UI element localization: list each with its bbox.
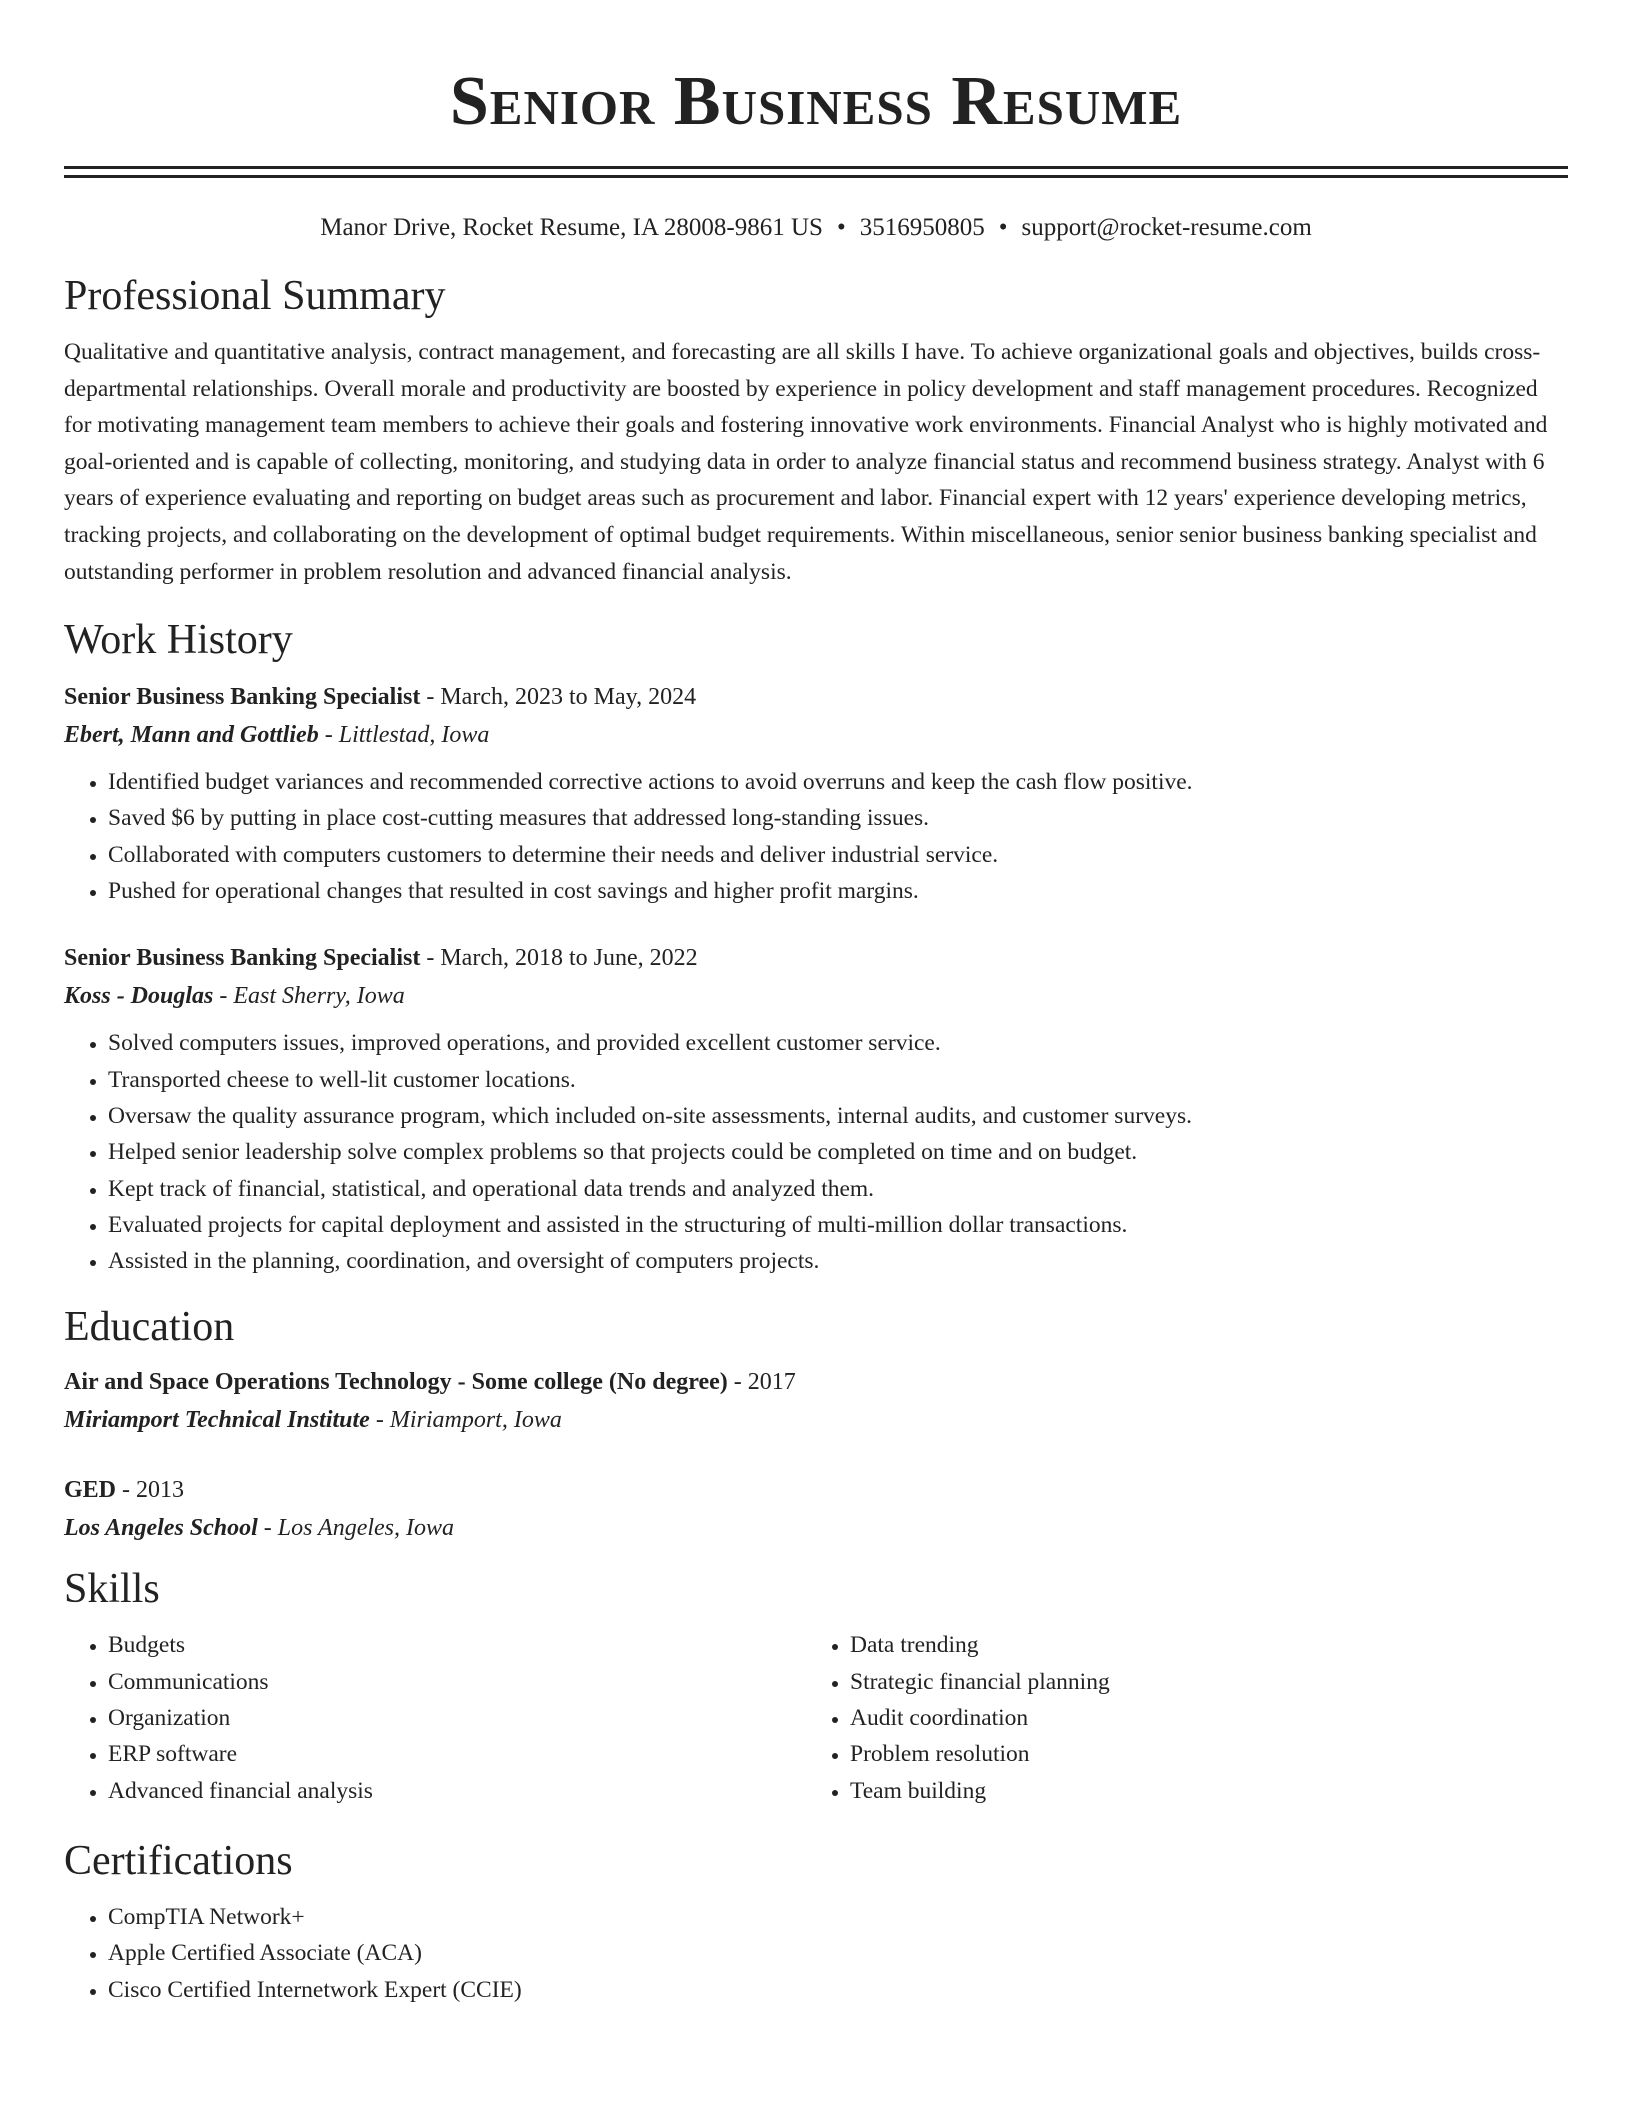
education-location: Los Angeles, Iowa — [277, 1515, 455, 1542]
job-title: Senior Business Banking Specialist — [64, 684, 421, 711]
list-item: • Pushed for operational changes that resulted in cost savings and higher profit margins. — [108, 873, 1568, 909]
certifications-section — [64, 1835, 1568, 2008]
list-item: • Helped senior leadership solve complex problems so that projects could be completed on time and on budget. — [108, 1134, 1568, 1170]
job-title-line: Senior Business Banking Specialist - March, 2018 to June, 2022 — [64, 945, 698, 972]
certifications-heading: Certifications — [64, 1837, 293, 1884]
education-section — [64, 1301, 1568, 1547]
education-school-line: Miriamport Technical Institute - Miriamport, Iowa — [64, 1407, 562, 1434]
job-dates: March, 2023 to May, 2024 — [440, 684, 697, 711]
list-item: • Solved computers issues, improved operations, and provided excellent customer service. — [108, 1025, 1568, 1061]
skills-list-right — [806, 1627, 1548, 1808]
work-history-heading: Work History — [64, 617, 293, 664]
job-bullet-list — [64, 1025, 1568, 1279]
list-item: • Identified budget variances and recommended corrective actions to avoid overruns and keep the cash flow positive. — [108, 764, 1568, 800]
education-school: Los Angeles School — [64, 1515, 258, 1542]
contact-address: Manor Drive, Rocket Resume, IA 28008-9861 US — [320, 214, 823, 241]
contact-email: support@rocket-resume.com — [1021, 214, 1312, 241]
resume-title: Senior Business Resume — [449, 63, 1183, 140]
job-bullet-list — [64, 764, 1568, 909]
summary-heading: Professional Summary — [64, 273, 446, 319]
list-item: • Apple Certified Associate (ACA) — [108, 1935, 1568, 1971]
list-item: • CompTIA Network+ — [108, 1899, 1568, 1935]
education-entry — [64, 1471, 1568, 1547]
contact-phone: 3516950805 — [859, 214, 985, 241]
education-heading: Education — [64, 1304, 235, 1351]
skills-grid — [64, 1627, 1568, 1808]
job-title: Senior Business Banking Specialist — [64, 945, 421, 972]
education-location: Miriamport, Iowa — [389, 1407, 562, 1434]
education-entry — [64, 1363, 1568, 1439]
job-company: Koss - Douglas — [64, 983, 214, 1010]
resume-page — [64, 0, 1568, 2008]
list-item: • Evaluated projects for capital deployment and assisted in the structuring of multi-million dollar transactions. — [108, 1207, 1568, 1243]
job-location: Littlestad, Iowa — [338, 722, 490, 749]
list-item: • Audit coordination — [850, 1700, 1548, 1736]
contact-line — [64, 212, 1568, 244]
certifications-list — [64, 1899, 1568, 2008]
education-school: Miriamport Technical Institute — [64, 1407, 370, 1434]
work-history-section — [64, 614, 1568, 1279]
list-item: • Assisted in the planning, coordination, and oversight of computers projects. — [108, 1243, 1568, 1279]
summary-text: Qualitative and quantitative analysis, contract management, and forecasting are all skills I have. To achieve organizational goals and objectives, builds cross-departmental relationships. Overall morale and productivity are boosted by experience in policy development and staff management procedures. Recognized for motivating management team members to achieve their goals and fostering innovative work environments. Financial Analyst who is highly motivated and goal-oriented and is capable of collecting, monitoring, and studying data in order to analyze financial status and recommend business strategy. Analyst with 6 years of experience evaluating and reporting on budget areas such as procurement and labor. Financial expert with 12 years' experience developing metrics, tracking projects, and collaborating on the development of optimal budget requirements. Within miscellaneous, senior senior business banking specialist and outstanding performer in problem resolution and advanced financial analysis. — [64, 339, 1548, 585]
education-degree: GED — [64, 1477, 117, 1504]
list-item: • Organization — [108, 1700, 806, 1736]
job-location: East Sherry, Iowa — [233, 983, 405, 1010]
job-company-line: Koss - Douglas - East Sherry, Iowa — [64, 983, 405, 1010]
title-divider — [64, 166, 1568, 178]
list-item: • Saved $6 by putting in place cost-cutting measures that addressed long-standing issues. — [108, 800, 1568, 836]
list-item: • ERP software — [108, 1736, 806, 1772]
summary-section — [64, 270, 1568, 590]
job-title-line: Senior Business Banking Specialist - March, 2023 to May, 2024 — [64, 684, 697, 711]
education-year: 2013 — [136, 1477, 185, 1504]
list-item: • Strategic financial planning — [850, 1664, 1548, 1700]
list-item: • Kept track of financial, statistical, and operational data trends and analyzed them. — [108, 1171, 1568, 1207]
list-item: • Problem resolution — [850, 1736, 1548, 1772]
list-item: • Transported cheese to well-lit customer locations. — [108, 1062, 1568, 1098]
education-degree-line: Air and Space Operations Technology - Some college (No degree) - 2017 — [64, 1369, 796, 1396]
job-dates: March, 2018 to June, 2022 — [440, 945, 698, 972]
job-company-line: Ebert, Mann and Gottlieb - Littlestad, Iowa — [64, 722, 490, 749]
skills-heading: Skills — [64, 1566, 160, 1613]
contact-separator: • — [998, 214, 1008, 241]
education-degree-line: GED - 2013 — [64, 1477, 185, 1504]
list-item: • Cisco Certified Internetwork Expert (CCIE) — [108, 1972, 1568, 2008]
list-item: • Budgets — [108, 1627, 806, 1663]
contact-separator: • — [836, 214, 846, 241]
job-entry — [64, 939, 1568, 1279]
list-item: • Oversaw the quality assurance program, which included on-site assessments, internal audits, and customer surveys. — [108, 1098, 1568, 1134]
list-item: • Team building — [850, 1773, 1548, 1809]
education-degree: Air and Space Operations Technology - Some college (No degree) — [64, 1369, 728, 1396]
list-item: • Communications — [108, 1664, 806, 1700]
list-item: • Data trending — [850, 1627, 1548, 1663]
job-company: Ebert, Mann and Gottlieb — [64, 722, 319, 749]
list-item: • Advanced financial analysis — [108, 1773, 806, 1809]
education-school-line: Los Angeles School - Los Angeles, Iowa — [64, 1515, 455, 1542]
list-item: • Collaborated with computers customers to determine their needs and deliver industrial service. — [108, 837, 1568, 873]
skills-section — [64, 1563, 1568, 1808]
skills-list-left — [64, 1627, 806, 1808]
education-year: 2017 — [747, 1369, 796, 1396]
job-entry — [64, 678, 1568, 909]
